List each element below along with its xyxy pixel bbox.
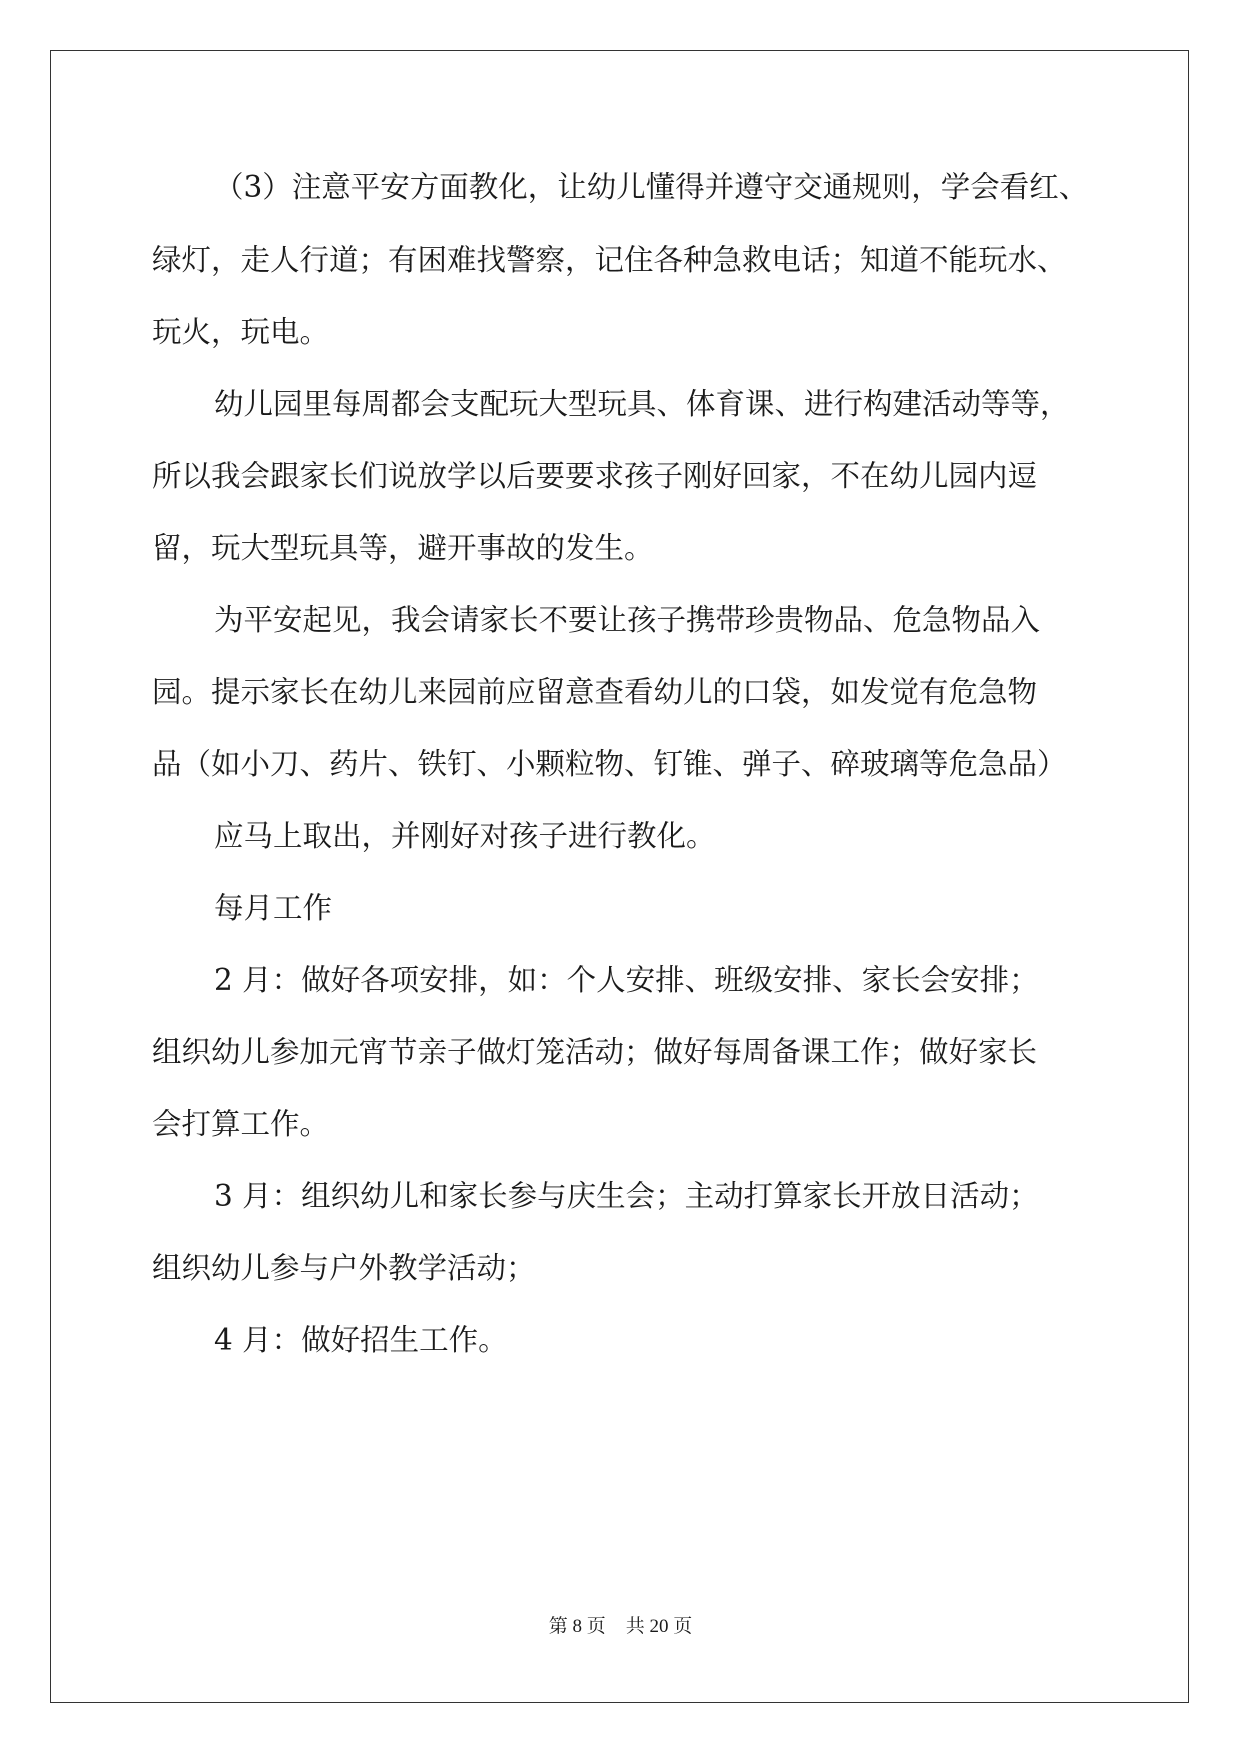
paragraph-line: 组织幼儿参与户外教学活动； (152, 1251, 536, 1285)
paragraph-line: 绿灯，走人行道；有困难找警察，记住各种急救电话；知道不能玩水、 (152, 243, 1067, 277)
paragraph-line: 会打算工作。 (152, 1107, 330, 1141)
paragraph-line: （3）注意平安方面教化，让幼儿懂得并遵守交通规则，学会看红、 (214, 170, 1089, 204)
paragraph-line: 4 月：做好招生工作。 (214, 1323, 508, 1357)
paragraph-line: 3 月：组织幼儿和家长参与庆生会；主动打算家长开放日活动； (214, 1179, 1039, 1213)
paragraph-line: 品（如小刀、药片、铁钉、小颗粒物、钉锥、弹子、碎玻璃等危急品） (152, 747, 1067, 781)
page-total: 共 20 页 (625, 1616, 693, 1637)
section-heading: 每月工作 (214, 891, 333, 925)
paragraph-line: 组织幼儿参加元宵节亲子做灯笼活动；做好每周备课工作；做好家长 (152, 1035, 1038, 1069)
paragraph-line: 应马上取出，并刚好对孩子进行教化。 (214, 819, 716, 853)
paragraph-line: 留，玩大型玩具等，避开事故的发生。 (152, 531, 654, 565)
paragraph-line: 园。提示家长在幼儿来园前应留意查看幼儿的口袋，如发觉有危急物 (152, 675, 1038, 709)
paragraph-line: 为平安起见，我会请家长不要让孩子携带珍贵物品、危急物品入 (214, 603, 1041, 637)
page-border (50, 50, 1189, 1703)
paragraph-line: 幼儿园里每周都会支配玩大型玩具、体育课、进行构建活动等等， (214, 387, 1070, 421)
page-footer (0, 1611, 1241, 1638)
paragraph-line: 2 月：做好各项安排，如：个人安排、班级安排、家长会安排； (214, 963, 1039, 997)
paragraph-line: 玩火，玩电。 (152, 315, 330, 349)
page-number: 第 8 页 (548, 1616, 606, 1637)
paragraph-line: 所以我会跟家长们说放学以后要要求孩子刚好回家，不在幼儿园内逗 (152, 459, 1038, 493)
